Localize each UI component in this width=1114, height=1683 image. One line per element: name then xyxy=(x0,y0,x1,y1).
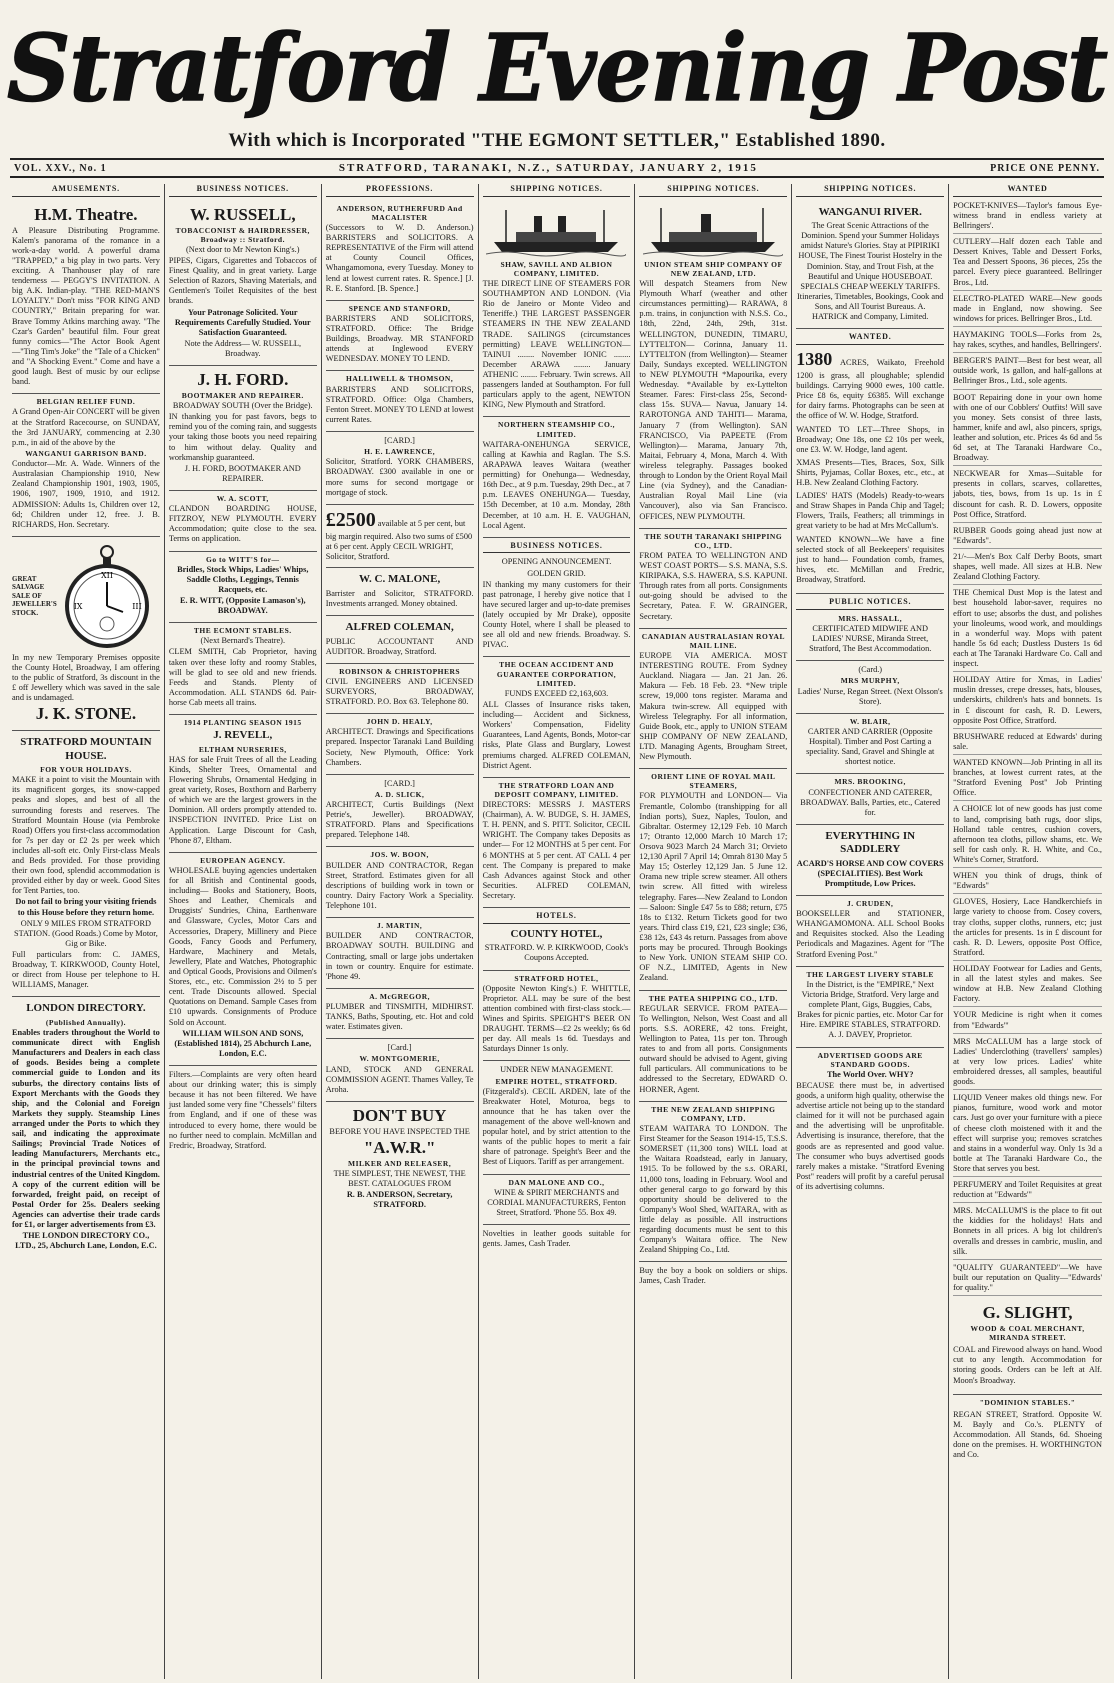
ad-body: ARCHITECT. Drawings and Specifications prepared. Inspector Taranaki Land Building Society, New Plymouth, Office: York Chambers. xyxy=(325,727,474,767)
masthead-tagline: With which is Incorporated "THE EGMONT SETTLER," Established 1890. xyxy=(228,130,886,151)
ad-title: JOS. W. BOON, xyxy=(370,850,429,860)
section-heading: BUSINESS NOTICES. xyxy=(483,541,631,554)
salvage-words xyxy=(12,574,57,618)
wanted-item: A CHOICE lot of new goods has just come to land, comprising bath rugs, door slips, Holland table centres, cushion covers, afternoon tea cloths, pillow shams, etc. We sell for cash only. R. H. White, and Co., White's Corner, Stratford. xyxy=(953,804,1102,868)
ad-title: ANDERSON, RUTHERFURD And MACALISTER xyxy=(336,203,463,222)
ad-body: Barrister and Solicitor, STRATFORD. Investments arranged. Money obtained. xyxy=(325,588,474,608)
ad-title: THE NEW ZEALAND SHIPPING COMPANY, LTD. xyxy=(651,1104,776,1123)
ad-body: (Successors to W. D. Anderson.) BARRISTERS and SOLICITORS. A REPRESENTATIVE of the Firm will attend at County Council Offices, Whangamomona, every Tuesday. Money to lend at lowest current rates. R. Spence.] [J. R. E. Stanford. [B. Spence.] xyxy=(325,223,474,293)
salvage-word: SALVAGE xyxy=(12,583,45,592)
ad-title: STRATFORD MOUNTAIN HOUSE. xyxy=(20,736,152,762)
ad-northern-steamship xyxy=(483,417,631,537)
ad-body: ARCHITECT, Curtis Buildings (Next Petrie's, Jeweller). BROADWAY, STRATFORD. Plans and Specifications prepared. Telephone 148. xyxy=(325,800,474,840)
masthead-title-svg xyxy=(0,0,1114,120)
ad-awr-milker xyxy=(326,1102,474,1216)
wanted-item: HOLIDAY Footwear for Ladies and Gents, in all the latest styles and makes. See window at H.B. New Zealand Clothing Factory. xyxy=(953,964,1102,1007)
ad-body: BOOKSELLER and STATIONER, WHANGAMOMONA. ALL School Books and Requisites stocked. Also the Leading Periodicals and Magazines. Agent for "The Stratford Evening Post." xyxy=(796,909,945,959)
ad-subtitle: WOOD & COAL MERCHANT, MIRANDA STREET. xyxy=(970,1323,1085,1343)
wanted-list xyxy=(953,201,1102,1296)
ad-body: In the District, is the "EMPIRE," Next Victoria Bridge, Stratford. Very large and complete Plant, Gigs, Buggies, Cabs, Brakes for picnic parties, etc. Motor Car for Hire. EMPIRE STABLES, STRATFORD. A. J. DAVEY, Proprietor. xyxy=(797,979,944,1040)
ad-malone xyxy=(326,568,474,616)
ad-title: DON'T BUY xyxy=(352,1105,447,1125)
wanted-item: HAYMAKING TOOLS—Forks from 2s, hay rakes, scythes, and handles, Bellringers'. xyxy=(953,330,1102,353)
ad-body: The Great Scenic Attractions of the Dominion. Spend your Summer Holidays amidst Nature's Glories. Stay at PIPIRIKI HOUSE, The Finest Tourist Hostelry in the Dominion. Stay, and Trout Fish, at the Beautiful and Unique HOUSEBOAT. SPECIALS CHEAP WEEKLY TARIFFS. Itineraries, Timetables, Bookings, Cook and Sons, and All Tourist Bureaus. A. HATRICK and Company, Limited. xyxy=(797,221,944,322)
ad-title: COUNTY HOTEL, xyxy=(510,927,603,940)
ad-buy-book xyxy=(639,1262,787,1292)
ad-subtitle: FUNDS EXCEED £2,163,603. xyxy=(504,688,609,698)
salvage-layout xyxy=(12,540,160,652)
ad-title: W. C. MALONE, xyxy=(359,573,441,586)
ad-amount: £2500 xyxy=(325,508,376,531)
ad-murphy xyxy=(796,661,944,713)
ad-title: EMPIRE HOTEL, STRATFORD. xyxy=(495,1076,618,1086)
ad-body: REGULAR SERVICE. FROM PATEA— To Wellington, Nelson, West Coast and all ports. S.S. AORERE, 42 tons. Freight, Wellington to Patea, 11s per ton. Through rates to and from all ports. Consignments outward should be advised to Agent, giving full particulars. All communications to be addressed to the Secretary, EDWARD O. HORNER, Agent. xyxy=(639,1003,788,1094)
column-shipping-3 xyxy=(792,184,949,1679)
ad-body: WINE & SPIRIT MERCHANTS and CORDIAL MANUFACTURERS, Fenton Street, Stratford. 'Phone 55. Box 49. xyxy=(487,1187,626,1217)
wanted-item: PERFUMERY and Toilet Requisites at great reduction at "Edwards'" xyxy=(953,1180,1102,1203)
ad-title: J. REVELL, xyxy=(213,729,273,742)
ad-body: Will despatch Steamers from New Plymouth Wharf (weather and other circumstances permitting)— RARAWA, 8 p.m. trains, in conjunction with N.S.S. Co., 18th, 22nd, 24th, 29th, 31st. WELLINGTON, DUNEDIN, TIMARU, LYTTELTON— Corinna, January 11. LYTTELTON (from Wellington)— Steamer Daily, Sundays excepted. WELLINGTON to NEW PLYMOUTH *Mapourika, every Wednesday. *Available by ex-Lyttelton Steamer. Fares: First-class 25s, Second-class 15s. SUVA— Navua, January 14. RAROTONGA AND TAHITI— Marama, January 7 (from Wellington). SAN FRANCISCO, Via PAPEETE (From Wellington)— Marama, January 7th, Maitai, February 4, Mona, March 4. With wireless telegraphy. Passages booked through to London by the Orient Royal Mail Line (via Sydney), and the Canadian-Australian Royal Mail Line (via Vancouver), also via San Francisco. OFFICES, NEW PLYMOUTH. xyxy=(639,279,788,521)
ad-slogan: Your Patronage Solicited. Your Requirements Carefully Studied. Your Satisfaction Guaranteed. xyxy=(174,307,311,337)
ad-body: Filters.—Complaints are very often heard about our drinking water; this is simply because it has not been filtered. We have just landed some very fine "Chessels" filters from England, and if one of these was introduced to every home, there would be no further need to complain. McMillan and Fredric, Broadway, Stratford. xyxy=(168,1070,317,1150)
ad-body: FROM PATEA TO WELLINGTON AND WEST COAST PORTS— S.S. MANA, S.S. KIRIPAKA, S.S. HAWERA, S.S. KAPUNI. Through rates from all ports. Consignments out-going should be advised to the Secretary, Patea. F. W. GRAINGER, Secretary. xyxy=(639,550,788,621)
ad-body: Enables traders throughout the World to communicate direct with English Manufacturers and Dealers in each class of goods. Besides being a complete commercial guide to London and its suburbs, the directory contains lists of Export Merchants with the Goods they ship, and the Colonial and Foreign Markets they supply. Steamship Lines arranged under the Ports to which they sail, and indicating the approximate Sailings; Provincial Trade Notices of leading Manufacturers, Merchants etc., in the principal provincial towns and industrial centres of the United Kingdom. A copy of the current edition will be forwarded, freight paid, on receipt of Postal Order for 25s. Dealers seeking Agencies can advertise their trade cards for £1, or larger advertisements from £3. xyxy=(12,1028,160,1230)
ad-title: H.M. Theatre. xyxy=(34,204,138,224)
dateline xyxy=(10,158,1104,178)
ad-mcgregor xyxy=(326,989,474,1039)
wanted-item: BOOT Repairing done in your own home with one of our Cobblers' Outfits! Will save you money. Sets consist of three lasts, hammer, knife and awl, also pincers, sprigs, leather and solution, etc. Prices 4s 6d and 5s 6d set, at The Taranaki Hardware Co., Broadway. xyxy=(953,393,1102,467)
ad-body: STEAM WAITARA TO LONDON. The First Steamer for the Season 1914-15, T.S.S. SOMERSET (11,300 tons) WILL load at the Waitara Roadstead, early in January, 1915. To be followed by the s.s. ORARI, 11,000 tons, loading in February. Wool and other general cargo to go forward by this opportunity should be delivered to the Company's Wool Shed, WAITARA, with as little delay as possible. All instructions regarding documents must be sent to this Company's Waitara office. The New Zealand Shipping Co., Ltd. xyxy=(639,1123,788,1255)
ad-title: ADVERTISED GOODS ARE STANDARD GOODS. xyxy=(817,1050,923,1069)
column-heading: WANTED xyxy=(953,184,1102,197)
ad-wanganui-river xyxy=(796,201,944,330)
ad-ocean-accident xyxy=(483,657,631,777)
ad-subtitle: BEFORE YOU HAVE INSPECTED THE xyxy=(329,1126,470,1136)
ad-body: available at 5 per cent, but big margin required. Also two sums of £500 at 6 per cent. Apply CECIL WRIGHT, Solicitor, Stratford. xyxy=(325,518,473,562)
ad-title: THE LARGEST LIVERY STABLE xyxy=(806,969,934,979)
ad-title: W. BLAIR, xyxy=(849,716,891,726)
ad-salvage-sale xyxy=(12,537,160,731)
ad-body: THE SIMPLEST, THE NEWEST, THE BEST. CATALOGUES FROM xyxy=(333,1168,466,1188)
ad-body: LAND, STOCK AND GENERAL COMMISSION AGENT. Thames Valley, Te Aroha. xyxy=(325,1064,474,1094)
ad-patea-shipping xyxy=(639,991,787,1102)
ad-body: STRATFORD. W. P. KIRKWOOD, Cook's Coupons Accepted. xyxy=(484,943,629,963)
section-heading: WANTED. xyxy=(796,332,944,345)
ad-title: MRS. HASSALL, xyxy=(838,613,903,623)
ad-body: A Pleasure Distributing Programme. Kalem's panorama of the romance in a work-a-day world. A powerful drama "TRAPPED," a big play in two parts. Very exciting. A Thanhouser play of rare tenderness — PEGGY'S INVITATION. A big A.K. Indian-play. "THE RED-MAN'S LOYALTY." Don't miss "FOR KING AND COUNTRY," Britain preparing for war. Brave Tommy Atkins marching away. "The Czar's Garden" beautiful film. Four great funny comics—"The Actor Book Agent—"Ting Tim's Joke" the "Tale of a Chicken" and "A Shocking Event." Come and have a good laugh. Best of music by our eclipse band. xyxy=(12,225,160,387)
ad-south-taranaki-shipping xyxy=(639,529,787,629)
ad-body: Buy the boy a book on soldiers or ships. James, Cash Trader. xyxy=(639,1266,788,1286)
ad-title: THE SOUTH TARANAKI SHIPPING CO., LTD. xyxy=(644,531,783,550)
ad-card: (Card.) xyxy=(858,665,883,675)
ad-blair xyxy=(796,714,944,775)
wanted-item: YOUR Medicine is right when it comes from "Edwards'" xyxy=(953,1010,1102,1033)
ad-european-agency xyxy=(169,853,317,1066)
ad-title: J. CRUDEN, xyxy=(846,899,894,909)
ad-body: REGAN STREET, Stratford. Opposite W. M. Bayly and Co.'s. PLENTY of Accommodation. All Stands, 6d. Shoeing done on the premises. H. WORTHINGTON and Co. xyxy=(953,1409,1102,1460)
ad-hm-theatre xyxy=(12,201,160,395)
ad-season: 1914 PLANTING SEASON 1915 xyxy=(183,718,302,728)
ad-body: Conductor—Mr. A. Wade. Winners of the Australasian Championship 1910, New Zealand Championship 1901, 1903, 1905, 1906, 1907, 1909, 1910, and 1912. ADMISSION: Adults 1s, Children over 12, 6d; Children under 12, free. J. B. RICHARDS, Hon. Secretary. xyxy=(12,459,160,529)
masthead xyxy=(0,0,1114,120)
wanted-item: HOLIDAY Attire for Xmas, in Ladies' muslin dresses, crepe dresses, hats, blouses, underskirts, children's hats and bonnets. 1s in £ discount for cash, R. D. Lewers, opposite Post Office, Stratford. xyxy=(953,675,1102,729)
ad-healy xyxy=(326,714,474,775)
ad-stratford-hotel xyxy=(483,971,631,1062)
ad-body: (Fitzgerald's). CECIL ARDEN, late of the Breakwater Hotel, Moturoa, begs to announce that he has taken over the management of the above well-known and popular hotel, and by strict attention to the wants of the public hopes to merit a fair share of patronage. Speight's Beer and the Best of Liquors. Tariff as per arrangement. xyxy=(482,1086,631,1167)
wanted-item: ELECTRO-PLATED WARE—New goods made in England, now showing. See windows for prices. Bellringer Bros., Ltd. xyxy=(953,294,1102,327)
ad-body: WHOLESALE buying agencies undertaken for all British and Continental goods, including— Books and Stationery, Boots, Shoes and Leather, Chemicals and Druggists' Sundries, China, Earthenware and Glassware, Cycles, Motor Cars and Accessories, Drapery, Millinery and Piece Goods, Fancy Goods and Perfumery, Hardware, Machinery and Metals, Jewellery, Plate and Watches, Photographic and Optical Goods, Provisions and Oilmen's Stores, etc., etc. Commission 2½ to 5 per cent. Trade Discounts allowed. Special Quotations on Demand. Sample Cases from £10 upwards. Consignments of Produce Sold on Account. xyxy=(168,865,317,1027)
ad-title: J. MARTIN, xyxy=(376,921,423,931)
ad-card: [Card.] xyxy=(387,1043,412,1053)
ad-hotels xyxy=(483,908,631,970)
wanted-item: NECKWEAR for Xmas—Suitable for presents in collars, scarves, collarettes, jabots, ties, bows, from 1s up. 1s in £ discount for cash. R. D. Lowers, opposite Post Office, Stratford. xyxy=(953,469,1102,523)
ad-title: SHAW, SAVILL AND ALBION COMPANY, LIMITED. xyxy=(500,259,613,278)
ad-lawrence xyxy=(326,432,474,505)
ad-note: (Next door to Mr Newton King's.) xyxy=(186,244,300,254)
ad-orient-line xyxy=(639,769,787,990)
salvage-word: SALE OF xyxy=(12,591,42,600)
ad-cruden xyxy=(796,896,944,967)
wanted-item: THE Chemical Dust Mop is the latest and best household labor-saver, requires no effort to use; absorbs the dust, and polishes your linoleums, wood work, and mouldings in a wonderful way. Mops with patent handle 5s 6d each; Dustless Dusters 1s 6d each at The Taranaki Hardware Co. Call and inspect. xyxy=(953,588,1102,672)
ad-boon xyxy=(326,847,474,918)
ad-livery-stable xyxy=(796,967,944,1048)
svg-text:III: III xyxy=(132,601,142,611)
ad-title: HALLIWELL & THOMSON, xyxy=(346,374,454,384)
ad-note: UNDER NEW MANAGEMENT. xyxy=(500,1065,613,1075)
ad-title: MRS MURPHY, xyxy=(840,676,900,686)
ad-novelties xyxy=(483,1225,631,1255)
ad-body: CLEM SMITH, Cab Proprietor, having taken over these lofty and roomy Stables, will be glad to see old and new friends. Feeds and Stands. Plenty of Accommodation. ALL STANDS 6d. Pair-horse Cab meets all trains. xyxy=(168,647,317,707)
ad-title: UNION STEAM SHIP COMPANY OF NEW ZEALAND, LTD. xyxy=(644,259,783,278)
ad-product: "A.W.R." xyxy=(363,1137,436,1157)
ad-body: ALL Classes of Insurance risks taken, including— Accident and Sickness, Workers' Compensation, Fidelity Guarantees, Land Agents, Bonds, Motor-car risks, Plate Glass and Burglary, Lowest premiums charged. ALFRED COLEMAN, District Agent. xyxy=(482,699,631,770)
ad-body: THE DIRECT LINE OF STEAMERS FOR SOUTHAMPTON AND LONDON. (Via Rio de Janeiro or Monte Video and Teneriffe.) THE LARGEST PASSENGER STEAMERS IN THE NEW ZEALAND TRADE. SAILINGS (circumstances permitting) LEAVE WELLINGTON— TAINUI ........ November IONIC ........ December ARAWA ........ January ATHENIC ........ February. Twin screws. All passengers landed at Southampton. For full particulars apply to the agent, NEWTON KING, New Plymouth and Stratford. xyxy=(482,279,631,410)
ad-title: THE ECMONT STABLES. xyxy=(193,626,292,636)
ad-spence-stanford xyxy=(326,301,474,372)
masthead-title: Stratford Evening Post xyxy=(7,14,1108,120)
ad-subtitle: WANGANUI GARRISON BAND. xyxy=(25,448,147,458)
ad-title: MRS. BROOKING, xyxy=(834,777,906,787)
ad-subtitle: (Published Annually). xyxy=(45,1017,126,1027)
ad-body: EUROPE VIA AMERICA. MOST INTERESTING ROUTE. From Sydney Auckland. Niagara — Jan. 21 Jan. 26. Makura — Feb. 18 Feb. 23. *New triple screw, 19,000 tons register. Marama and Makura twin-screw. All equipped with Wireless Telegraphy. For all information, Guide Book, etc., apply to UNION STEAM SHIP COMPANY OF NEW ZEALAND, LTD. Managing Agents, Brougham Street, New Plymouth. xyxy=(639,650,788,762)
ad-title: ROBINSON & CHRISTOPHERS xyxy=(339,666,461,676)
ad-signature: J. K. STONE. xyxy=(35,704,137,724)
wanted-item: GLOVES, Hosiery, Lace Handkerchiefs in large variety to choose from. Cosey covers, tray cloths, supper cloths, runners, etc; just the articles for presents. 1s in £ discount for cash. R. D. Lewers, opposite Post Office, Stratford. xyxy=(953,897,1102,961)
ad-mountain-house xyxy=(12,731,160,997)
ad-signature: Note the Address— W. RUSSELL, Broadway. xyxy=(184,338,302,358)
svg-text:XII: XII xyxy=(100,570,113,580)
ad-address: BROADWAY SOUTH (Over the Bridge). xyxy=(172,401,313,411)
ad-title: STRATFORD HOTEL, xyxy=(514,973,599,983)
ad-body: Solicitor, Stratford. YORK CHAMBERS, BROADWAY. £300 available in one or more sums for second mortgage or mortgage of stock. xyxy=(325,457,474,497)
ad-title: BELGIAN RELIEF FUND. xyxy=(36,397,136,407)
ad-body: CONFECTIONER AND CATERER, BROADWAY. Balls, Parties, etc., Catered for. xyxy=(800,787,941,817)
ad-body: Bridles, Stock Whips, Ladies' Whips, Saddle Cloths, Leggings, Tennis Racquets, etc. xyxy=(177,564,309,594)
steamship-icon xyxy=(643,206,783,258)
wanted-item: MRS. McCALLUM'S is the place to fit out the kiddies for the holidays! Hats and Bonnets in all prices. A big lot children's overalls and dresses in cambric, muslin, and silk. xyxy=(953,1206,1102,1260)
ad-title: THE PATEA SHIPPING CO., LTD. xyxy=(648,993,778,1003)
volume-number: VOL. XXV., No. 1 xyxy=(14,162,107,174)
wanted-item: WANTED KNOWN—Job Printing in all its branches, at lowest current rates, at the "Stratford Evening Post" Job Printing Office. xyxy=(953,758,1102,801)
ad-egmont-stables xyxy=(169,623,317,715)
ad-title: THE STRATFORD LOAN AND DEPOSIT COMPANY, LIMITED. xyxy=(494,780,619,799)
wanted-item: 21/-—Men's Box Calf Derby Boots, smart shapes, well made. All sizes at H.B. New Zealand Clothing Factory. xyxy=(953,552,1102,585)
ad-body: BARRISTERS AND SOLICITORS, STRATFORD. Office: The Bridge Buildings, Broadway. MR STANFORD attends at Inglewood EVERY WEDNESDAY. MONEY TO LEND. xyxy=(325,313,474,364)
ad-body: DIRECTORS: MESSRS J. MASTERS (Chairman), A. W. BUDGE, S. H. JAMES, T. H. PENN, and S. PITT. Solicitor, CECIL WRIGHT. The Company takes Deposits as under— For 12 MONTHS at 5 per cent. For 6 MONTHS at 5 per cent. AT CALL 4 per cent. The Company is prepared to make Cash Advances against Stock and other Securities. ALFRED COLEMAN, Secretary. xyxy=(482,800,631,901)
ad-loan-2500 xyxy=(326,505,474,569)
salvage-word: STOCK. xyxy=(12,608,39,617)
column-business-notices xyxy=(165,184,322,1679)
ad-title: DAN MALONE AND CO., xyxy=(508,1177,605,1187)
wanted-item: RUBBER Goods going ahead just now at "Edwards". xyxy=(953,526,1102,549)
column-wanted xyxy=(949,184,1106,1679)
ad-body: BUILDER AND CONTRACTOR, BROADWAY SOUTH. BUILDING and Contracting, small or large jobs undertaken in town or country. Enquire for estimate. 'Phone 49. xyxy=(325,931,474,981)
ad-body: IN thanking my many customers for their past patronage, I hereby give notice that I have secured larger and up-to-date premises (lately occupied by Mr Drake), opposite County Hotel, where I shall be pleased to see all old and new friends. Broadway. S. PIVAC. xyxy=(482,579,631,650)
wanted-item: CUTLERY—Half dozen each Table and Dessert Knives, Table and Dessert Forks, Tea and Dessert Spoons, 36 pieces, 25s the parcel. Every piece guaranteed. Bellringer Bros., Ltd. xyxy=(953,237,1102,291)
ad-body: XMAS Presents—Ties, Braces, Sox, Silk Shirts, Pyjamas, Collar Boxes, etc., etc., at H.B. New Zealand Clothing Factory. xyxy=(796,457,945,488)
ad-title: ALFRED COLEMAN, xyxy=(345,621,454,634)
ad-body: A Grand Open-Air CONCERT will be given at the Stratford Racecourse, on SUNDAY, the 3rd JANUARY, commencing at 2.30 p.m., in aid of the above by the xyxy=(12,407,160,447)
ad-title: EVERYTHING IN SADDLERY xyxy=(825,829,916,856)
column-heading: PROFESSIONS. xyxy=(326,184,474,197)
ad-title: "DOMINION STABLES." xyxy=(979,1397,1076,1407)
ad-anderson xyxy=(326,201,474,301)
ad-wanted-section xyxy=(796,329,944,594)
ad-body: CERTIFICATED MIDWIFE AND LADIES' NURSE, Miranda Street, Stratford, The Best Accommodation. xyxy=(809,624,932,654)
column-heading: AMUSEMENTS. xyxy=(12,184,160,197)
ad-body: Ladies' Nurse, Regan Street. (Next Olsson's Store). xyxy=(797,686,943,706)
ad-advertised-goods xyxy=(796,1048,944,1199)
ad-title: Go to WITT'S for— xyxy=(205,554,280,564)
ad-address: Broadway :: Stratford. xyxy=(200,234,285,244)
ad-filters xyxy=(169,1066,317,1157)
ad-brooking xyxy=(796,774,944,824)
ad-body: MAKE it a point to visit the Mountain with its magnificent gorges, its snow-capped peaks and slopes, and best of all the surrounding forests and reserves. The Stratford Mountain House (via Pembroke Road) Offers you first-class accommodation for 7s per day or £2 2s per week which includes all-soft etc. Only First-class Meals and Beds provided. For those providing their own food, splendid accommodation is provided either by day or week. Good Sites for Tent Parties, too. xyxy=(12,775,160,896)
ad-body: WANTED KNOWN—We have a fine selected stock of all Beekeepers' requisites just to hand— Foundation comb, frames, hives, etc. McMillan and Fredric, Broadway, Stratford. xyxy=(796,534,945,585)
column-professions xyxy=(322,184,479,1679)
column-heading: SHIPPING NOTICES. xyxy=(796,184,944,197)
ad-saddlery xyxy=(796,825,944,896)
column-heading: SHIPPING NOTICES. xyxy=(639,184,787,197)
ad-note: ONLY 9 MILES FROM STRATFORD STATION. (Good Roads.) Come by Motor, Gig or Bike. xyxy=(14,918,158,948)
ad-public-notices xyxy=(796,594,944,661)
ad-body: WAITARA-ONEHUNGA SERVICE, calling at Kawhia and Raglan. The S.S. ARAPAWA leaves Waitara (weather permitting) for Onehunga— Wednesday, 16th Dec., at 9 p.m. Tuesday, 29th Dec., at 7 p.m. LEAVES ONEHUNGA— Tuesday, 15th December, at 10 a.m. Monday, 28th December, at 10 a.m. H. E. VAUGHAN, Local Agent. xyxy=(482,439,631,530)
ad-witt xyxy=(169,552,317,624)
columns xyxy=(8,184,1106,1679)
ad-body: ACARD'S HORSE AND COW COVERS (SPECIALITIES). Best Work Promptitude, Low Prices. xyxy=(796,858,944,888)
ad-loan-deposit xyxy=(483,778,631,908)
ad-body: FOR PLYMOUTH and LONDON— Via Fremantle, Colombo (transhipping for all Indian ports), Suez, Naples, Toulon, and Gibraltar. Ostermey 12,129 Feb. 10 March 17; Otranto 12,000 March 10 March 17; Orsova 9023 March 24 March 31; Orvieto 12,130 April 7 April 14; Omrah 8130 May 5 May 15; Osterley 12,129 Jan. 5 June 12. Orama new triple screw steamer. All others twin screw. All fitted with wireless telegraphy. Fares—New Zealand to London— Saloon: Single £47 5s to £88; return, £75 18s to £132. Return Tickets good for two years. Third class £19, £21, £23 single; £36, £38 12s, £43 4s return. Passages from above ports may be procured. Through Bookings to New York. UNION STEAM SHIP CO. OF N.Z., LIMITED, Agents in New Zealand. xyxy=(639,791,788,983)
ad-body: IN thanking you for past favors, begs to remind you of the coming rain, and suggests your taking those boots you need repairing to him without delay. Quality and workmanship guaranteed. xyxy=(168,412,317,462)
ad-body: (Opposite Newton King's.) F. WHITTLE, Proprietor. ALL may be sure of the best attention combined with first-class stock.—Wines and Spirits. SPEIGHT'S BEER ON DRAUGHT. TERMS—£2 2s weekly; 6s 6d per day. All meals 1s 6d. Tuesdays and Saturdays Dinner 1s only. xyxy=(482,983,631,1054)
pocket-watch-icon xyxy=(61,542,153,650)
ad-title: JOHN D. HEALY, xyxy=(366,717,433,727)
ad-body: Novelties in leather goods suitable for gents. James, Cash Trader. xyxy=(482,1229,631,1249)
place-date: STRATFORD, TARANAKI, N.Z., SATURDAY, JANUARY 2, 1915 xyxy=(338,162,758,174)
salvage-word: GREAT xyxy=(12,574,37,583)
ad-body: HAS for sale Fruit Trees of all the Leading Kinds, Shelter Trees, Ornamental and Flowering Shrubs, Ornamental Hedging in great variety, Roses, Boxthorn and Barberry of which we are the largest growers in the Dominion. All orders promptly attended to. INSPECTION INVITED. Price List on Application. Large Discount for Cash, 'Phone 87, Eltham. xyxy=(168,754,317,845)
ad-signature: E. R. WITT, (Opposite Lamason's), BROADWAY. xyxy=(179,595,306,616)
ad-title: EUROPEAN AGENCY. xyxy=(200,855,286,865)
ad-coleman xyxy=(326,616,474,664)
ad-title: G. SLIGHT, xyxy=(982,1303,1073,1323)
ad-title: CANADIAN AUSTRALASIAN ROYAL MAIL LINE. xyxy=(641,631,785,650)
ad-nz-shipping xyxy=(639,1102,787,1263)
ad-body: LADIES' HATS (Models) Ready-to-wears and Straw Shapes in Panda Chip and Tagel; Flowers, Trails, Feathers; all trimmings in great variety to be had at Mrs McCallum's. xyxy=(796,491,945,531)
ad-title: W. MONTGOMERIE, xyxy=(359,1054,440,1064)
ad-title: A. McGREGOR, xyxy=(369,991,431,1001)
ad-canadian-australasian xyxy=(639,629,787,769)
ad-title: THE OCEAN ACCIDENT AND GUARANTEE CORPORATION, LIMITED. xyxy=(496,660,617,688)
ad-revell xyxy=(169,715,317,853)
ad-signature: J. H. FORD, BOOTMAKER AND REPAIRER. xyxy=(184,463,301,483)
wanted-item: LIQUID Veneer makes old things new. For pianos, furniture, wood work and motor cars. Just go over your furniture with a piece of cheese cloth moistened with it and the effect will surprise you; removes scratches and stains in a wonderful way. Only 1s 3d a bottle at The Taranaki Hardware Co., the Store that serves you best. xyxy=(953,1093,1102,1177)
ad-subtitle: TOBACCONIST & HAIRDRESSER, xyxy=(175,225,310,235)
ad-montgomerie xyxy=(326,1039,474,1102)
ad-body: COAL and Firewood always on hand. Wood cut to any length. Accommodation for storing goods. Orders can be left at Alf. Moon's Broadway. xyxy=(953,1345,1102,1385)
ad-russell xyxy=(169,201,317,366)
ad-body: In my new Temporary Premises opposite the County Hotel, Broadway, I am offering to the public of Stratford, 3s discount in the £ off Jewellery which was saved in the sale and is undamaged. xyxy=(12,652,160,703)
ad-subtitle: GOLDEN GRID. xyxy=(527,568,586,578)
ad-contact: Full particulars from: C. JAMES, Broadway, T. KIRKWOOD, County Hotel, or direct from House per telephone to H. WILLIAMS, Manager. xyxy=(12,950,160,990)
steamship-icon xyxy=(486,206,626,258)
wanted-item: MRS McCALLUM has a large stock of Ladies' Underclothing (travellers' samples) at very low prices. Ladies' white embroidered dresses, all samples, beautiful goods. xyxy=(953,1037,1102,1091)
ad-signature: R. B. ANDERSON, Secretary, STRATFORD. xyxy=(346,1190,453,1210)
ad-title: J. H. FORD. xyxy=(197,370,289,390)
column-shipping-2 xyxy=(635,184,792,1679)
ad-title: WANGANUI RIVER. xyxy=(818,205,922,218)
wanted-item: BRUSHWARE reduced at Edwards' during sale. xyxy=(953,732,1102,755)
ad-title: W. A. SCOTT, xyxy=(216,493,269,503)
ad-title: NORTHERN STEAMSHIP CO., LIMITED. xyxy=(497,420,616,439)
ad-body: PUBLIC ACCOUNTANT AND AUDITOR. Broadway, Stratford. xyxy=(325,636,474,656)
ad-halliwell xyxy=(326,371,474,432)
salvage-word: JEWELLER'S xyxy=(12,600,57,609)
ad-slight xyxy=(953,1299,1102,1395)
ad-golden-grid xyxy=(483,538,631,658)
ad-card: [CARD.] xyxy=(384,778,415,788)
price: PRICE ONE PENNY. xyxy=(990,162,1100,174)
ad-title: W. RUSSELL, xyxy=(189,204,296,224)
ad-card: [CARD.] xyxy=(384,436,415,446)
ad-subtitle: The World Over. WHY? xyxy=(826,1069,914,1079)
ad-dan-malone xyxy=(483,1175,631,1225)
ad-signature: THE LONDON DIRECTORY CO., LTD., 25, Abchurch Lane, London, E.C. xyxy=(15,1231,157,1251)
ad-body: PLUMBER and TINSMITH, MIDHIRST. TANKS, Baths, Spouting, etc. Hot and cold water. Estimates given. xyxy=(325,1001,474,1032)
ad-title: SPENCE AND STANFORD, xyxy=(348,303,451,313)
ad-body: BARRISTERS AND SOLICITORS, STRATFORD. Office: Olga Chambers, Fenton Street. MONEY TO LEND at lowest current Rates. xyxy=(325,384,474,424)
section-heading: PUBLIC NOTICES. xyxy=(796,597,944,610)
ad-body: WANTED TO LET—Three Shops, in Broadway; One 18s, one £2 10s per week, one £3. W. W. Hodge, land agent. xyxy=(796,424,945,454)
ad-subtitle: FOR YOUR HOLIDAYS. xyxy=(40,765,132,775)
ad-subtitle: (Next Bernard's Theatre). xyxy=(200,636,286,646)
section-heading: HOTELS. xyxy=(483,911,631,924)
ad-scott xyxy=(169,491,317,552)
ad-title: ORIENT LINE OF ROYAL MAIL STEAMERS, xyxy=(651,772,776,791)
svg-text:IX: IX xyxy=(73,601,83,611)
ad-signature: WILLIAM WILSON AND SONS, (Established 1814), 25 Abchurch Lane, London, E.C. xyxy=(174,1028,312,1058)
acres-number: 1380 xyxy=(796,349,833,369)
column-shipping-1 xyxy=(479,184,636,1679)
ad-martin xyxy=(326,918,474,989)
ad-belgian-relief xyxy=(12,394,160,536)
wanted-item: WHEN you think of drugs, think of "Edwards" xyxy=(953,871,1102,894)
wanted-item: BERGER'S PAINT—Best for best wear, all outside work, 1s gallon, and half-gallons at Bellringer Bros., Ltd., sole agents. xyxy=(953,356,1102,389)
wanted-item: "QUALITY GUARANTEED"—We have built our reputation on Quality—"Edwards' for quality." xyxy=(953,1263,1102,1296)
ad-body: PIPES, Cigars, Cigarettes and Tobaccos of Finest Quality, and in great variety. Large Selection of Razors, Shaving Materials, and Gentlemen's Toilet Requisites of the best brands. xyxy=(168,255,317,306)
ad-body: ACRES, Waikato, Freehold 1200 is grass, all ploughable; splendid buildings. Carrying 9000 ewes, 100 cattle. Price £8 6s, equity £6385. Will exchange for dairy farms. Photographs can be seen at the office of W. W. Hodge, Stratford. xyxy=(796,358,945,421)
ad-london-directory xyxy=(12,997,160,1257)
ad-title: LONDON DIRECTORY. xyxy=(26,1002,146,1015)
ad-shaw-savill xyxy=(483,201,631,418)
ad-body: CLANDON BOARDING HOUSE, FITZROY, NEW PLYMOUTH. EVERY Accommodation; quite close to the sea. Terms on application. xyxy=(168,504,317,544)
ad-dominion-stables xyxy=(953,1395,1102,1469)
ad-body: CARTER AND CARRIER (Opposite Hospital). Timber and Post Carting a speciality. Sand, Gravel and Shingle at shortest notice. xyxy=(806,726,935,767)
wanted-item: POCKET-KNIVES—Taylor's famous Eye-witness brand in endless variety at Bellringers'. xyxy=(953,201,1102,234)
column-amusements xyxy=(8,184,165,1679)
ad-body: CIVIL ENGINEERS AND LICENSED SURVEYORS, BROADWAY, STRATFORD. P.O. Box 63. Telephone 80. xyxy=(325,676,474,707)
ad-subtitle: BOOTMAKER AND REPAIRER. xyxy=(181,390,304,400)
ad-note: Do not fail to bring your visiting friends to this House before they return home. xyxy=(15,897,157,917)
ad-union-steamship xyxy=(639,201,787,529)
column-heading: BUSINESS NOTICES. xyxy=(169,184,317,197)
ad-body: BECAUSE there must be, in advertised goods, a uniform high quality, otherwise the advertise article not being up to the standard claimed for it will not be purchased again and the advertising will be unprofitable. Advertising is insurance, therefore, that the goods are as represented and good value. The consumer who buys advertised goods rarely makes a mistake. "Stratford Evening Post" readers will profit by a careful perusal of its advertising columns. xyxy=(796,1080,945,1191)
ad-title: H. E. LAWRENCE, xyxy=(364,447,436,457)
ad-robinson xyxy=(326,664,474,714)
ad-subtitle: ELTHAM NURSERIES, xyxy=(198,744,287,754)
ad-title: OPENING ANNOUNCEMENT. xyxy=(501,557,612,567)
ad-subtitle: MILKER AND RELEASER, xyxy=(348,1158,452,1168)
column-heading: SHIPPING NOTICES. xyxy=(483,184,631,197)
ad-slick xyxy=(326,775,474,848)
ad-body: BUILDER AND CONTRACTOR, Regan Street, Stratford. Estimates given for all descriptions of building work in town or country. Dairy Factory Work a Speciality. Telephone 101. xyxy=(325,860,474,911)
ad-title: A. D. SLICK, xyxy=(374,789,425,799)
ad-ford xyxy=(169,366,317,491)
ad-empire-hotel xyxy=(483,1061,631,1174)
